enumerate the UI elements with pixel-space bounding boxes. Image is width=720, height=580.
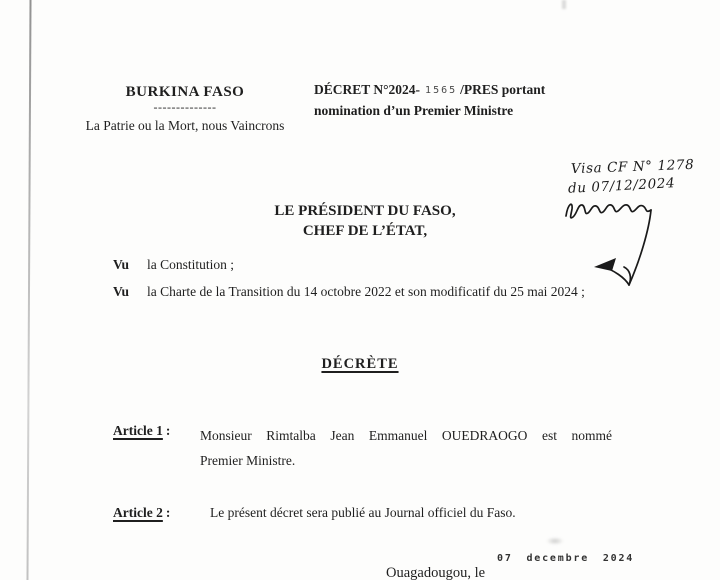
title-line2: CHEF DE L’ÉTAT, <box>302 223 428 239</box>
article-1-label: Article 1 : <box>113 423 171 438</box>
signature-place: Ouagadougou, le <box>386 565 486 580</box>
letterhead-separator: -------------- <box>153 100 217 114</box>
handwritten-visa-line1: Visa CF N° 1278 <box>570 156 695 178</box>
title-line1: LE PRÉSIDENT DU FASO, <box>274 203 456 219</box>
country-name: BURKINA FASO <box>125 84 245 100</box>
signature-stroke <box>629 210 651 285</box>
article-1-text-line1: Monsieur Rimtalba Jean Emmanuel OUEDRAOGO est nommé <box>200 428 612 443</box>
decree-prefix: DÉCRET N°2024- <box>314 82 421 97</box>
vu-text: la Constitution ; <box>147 257 235 272</box>
scan-artifact <box>546 537 564 545</box>
document-title <box>215 201 515 241</box>
signature-scribble <box>566 204 651 218</box>
article-1-colon: : <box>165 423 171 438</box>
article-1-body <box>200 423 612 473</box>
vu-label: Vu <box>113 257 130 272</box>
decree-reference <box>314 80 569 120</box>
typed-date-stamp: 07 decembre 2024 <box>497 553 635 564</box>
article-2-colon: : <box>165 505 171 520</box>
consideration-row <box>113 284 633 300</box>
article-2-text: Le présent décret sera publié au Journal officiel du Faso. <box>210 505 516 520</box>
decree-suffix: /PRES portant <box>460 82 546 97</box>
handwritten-visa-line2: du 07/12/2024 <box>567 175 676 197</box>
decree-number-stamp: 1565 <box>425 85 458 96</box>
decree-reference-line2: nomination d’un Premier Ministre <box>314 103 514 118</box>
article-2-label: Article 2 : <box>113 505 171 520</box>
page-edge-scan-line <box>26 0 31 580</box>
national-motto: La Patrie ou la Mort, nous Vaincrons <box>85 118 285 133</box>
decree-heading: DÉCRÈTE <box>321 356 399 372</box>
article-1-text-line2: Premier Ministre. <box>200 453 296 468</box>
consideration-row <box>113 257 633 273</box>
vu-text: la Charte de la Transition du 14 octobre 2022 et son modificatif du 25 mai 2024 ; <box>147 284 585 299</box>
letterhead-left <box>68 84 302 134</box>
decree-reference-line1 <box>314 80 569 101</box>
scan-artifact <box>562 0 566 9</box>
vu-label: Vu <box>113 284 130 299</box>
